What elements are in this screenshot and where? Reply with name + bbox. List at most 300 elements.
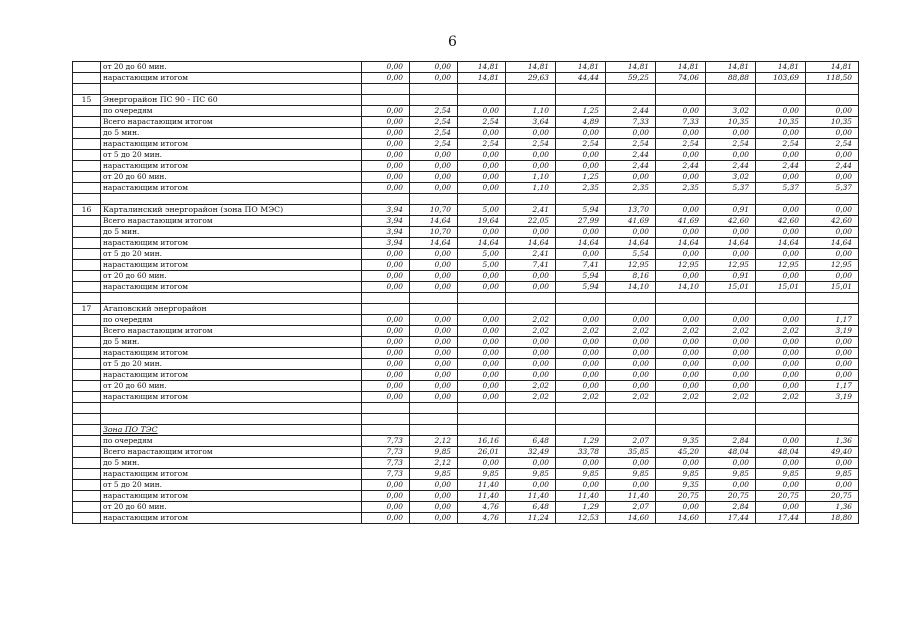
value-cell: 14,10 [606,282,656,293]
value-cell: 17,44 [706,513,756,524]
value-cell: 0,00 [410,491,458,502]
table-row-section [73,205,859,216]
value-cell [410,304,458,315]
row-label-cell [101,194,362,205]
value-cell [458,304,506,315]
value-cell: 14,81 [506,62,556,73]
row-number-cell [73,150,101,161]
value-cell: 2,02 [606,392,656,403]
value-cell: 1,36 [806,502,859,513]
value-cell: 0,00 [458,458,506,469]
value-cell [656,293,706,304]
value-cell: 5,37 [806,183,859,194]
value-cell: 12,53 [556,513,606,524]
row-number-cell [73,458,101,469]
value-cell: 1,17 [806,381,859,392]
value-cell [458,403,506,414]
value-cell: 5,00 [458,260,506,271]
value-cell: 0,00 [362,73,410,84]
value-cell: 7,41 [556,260,606,271]
value-cell: 2,02 [556,392,606,403]
value-cell: 2,02 [756,392,806,403]
value-cell: 0,00 [806,359,859,370]
value-cell: 14,64 [656,238,706,249]
value-cell [756,403,806,414]
value-cell: 0,00 [606,359,656,370]
value-cell: 0,00 [410,348,458,359]
table-row-blank [73,414,859,425]
value-cell: 18,80 [806,513,859,524]
row-label-cell: нарастающим итогом [101,370,362,381]
value-cell: 14,60 [606,513,656,524]
value-cell: 3,64 [506,117,556,128]
value-cell [506,194,556,205]
table-row [73,337,859,348]
value-cell: 0,00 [362,260,410,271]
value-cell: 0,00 [556,370,606,381]
value-cell: 0,00 [362,271,410,282]
table-row [73,513,859,524]
value-cell: 0,00 [362,337,410,348]
row-number-cell [73,62,101,73]
value-cell: 11,40 [458,491,506,502]
value-cell: 14,64 [410,238,458,249]
value-cell: 8,16 [606,271,656,282]
value-cell [606,95,656,106]
row-label-cell: от 20 до 60 мин. [101,271,362,282]
value-cell: 0,00 [410,392,458,403]
value-cell: 0,00 [756,480,806,491]
table-row [73,491,859,502]
value-cell: 0,00 [362,62,410,73]
row-number-cell [73,392,101,403]
value-cell: 14,64 [410,216,458,227]
value-cell: 14,64 [706,238,756,249]
row-label-cell: до 5 мин. [101,227,362,238]
value-cell: 0,00 [362,139,410,150]
row-number-cell [73,183,101,194]
value-cell: 0,00 [556,381,606,392]
value-cell: 41,69 [656,216,706,227]
value-cell: 2,44 [606,106,656,117]
row-label-cell: Всего нарастающим итогом [101,117,362,128]
row-label-cell: от 5 до 20 мин. [101,480,362,491]
value-cell: 0,00 [656,458,706,469]
value-cell [806,425,859,436]
value-cell: 0,00 [656,205,706,216]
value-cell: 48,04 [706,447,756,458]
value-cell: 0,00 [656,271,706,282]
value-cell: 0,00 [362,480,410,491]
value-cell: 10,70 [410,205,458,216]
table-row-blank [73,194,859,205]
value-cell: 2,44 [606,150,656,161]
value-cell: 5,37 [706,183,756,194]
value-cell: 0,00 [756,271,806,282]
value-cell: 15,01 [756,282,806,293]
value-cell: 0,00 [656,348,706,359]
value-cell: 2,02 [506,326,556,337]
value-cell [756,293,806,304]
value-cell: 2,41 [506,205,556,216]
value-cell: 0,00 [506,480,556,491]
value-cell [362,95,410,106]
table-row [73,348,859,359]
value-cell: 0,00 [458,370,506,381]
row-number-cell [73,249,101,260]
value-cell: 0,00 [458,172,506,183]
value-cell: 0,00 [362,326,410,337]
value-cell: 7,33 [656,117,706,128]
value-cell: 118,50 [806,73,859,84]
row-label-cell: Зона ПО ТЭС [101,425,362,436]
value-cell: 0,00 [656,337,706,348]
value-cell: 7,73 [362,447,410,458]
value-cell [706,84,756,95]
value-cell: 0,00 [362,348,410,359]
table-row [73,128,859,139]
value-cell: 59,25 [606,73,656,84]
value-cell: 2,54 [458,117,506,128]
value-cell: 0,00 [410,370,458,381]
value-cell: 3,94 [362,205,410,216]
value-cell: 0,00 [410,381,458,392]
value-cell: 0,00 [706,359,756,370]
value-cell: 0,00 [410,326,458,337]
value-cell [606,293,656,304]
value-cell: 9,85 [410,469,458,480]
value-cell: 2,54 [410,128,458,139]
table-row [73,73,859,84]
value-cell: 5,94 [556,205,606,216]
row-number-cell [73,348,101,359]
value-cell [606,414,656,425]
value-cell [556,414,606,425]
value-cell [756,304,806,315]
value-cell: 0,00 [806,271,859,282]
row-number-cell [73,513,101,524]
value-cell: 0,00 [706,128,756,139]
table-row [73,62,859,73]
value-cell: 0,00 [706,249,756,260]
table-row-blank [73,84,859,95]
table-row-blank [73,293,859,304]
value-cell: 3,19 [806,326,859,337]
row-number-cell [73,436,101,447]
value-cell: 0,00 [756,348,806,359]
value-cell: 0,00 [756,227,806,238]
value-cell: 7,73 [362,436,410,447]
row-number-cell [73,139,101,150]
value-cell: 0,00 [556,161,606,172]
row-label-cell: нарастающим итогом [101,348,362,359]
value-cell [806,414,859,425]
value-cell: 9,85 [506,469,556,480]
value-cell: 2,02 [756,326,806,337]
value-cell: 0,00 [756,150,806,161]
row-number-cell [73,282,101,293]
value-cell: 0,00 [506,271,556,282]
row-label-cell: нарастающим итогом [101,260,362,271]
value-cell [362,304,410,315]
value-cell: 0,00 [362,128,410,139]
value-cell: 2,54 [556,139,606,150]
value-cell: 9,35 [656,480,706,491]
value-cell [706,414,756,425]
value-cell [410,403,458,414]
value-cell [606,194,656,205]
value-cell [706,403,756,414]
value-cell: 5,00 [458,205,506,216]
value-cell: 0,00 [806,370,859,381]
page-number: 6 [448,34,457,50]
value-cell: 2,02 [506,381,556,392]
value-cell: 14,81 [458,62,506,73]
value-cell [706,425,756,436]
row-label-cell: Всего нарастающим итогом [101,447,362,458]
value-cell: 20,75 [806,491,859,502]
table-row [73,381,859,392]
value-cell: 0,00 [556,458,606,469]
value-cell: 0,00 [806,227,859,238]
value-cell: 0,00 [556,315,606,326]
value-cell: 14,81 [458,73,506,84]
value-cell [362,403,410,414]
value-cell: 16,16 [458,436,506,447]
value-cell [506,425,556,436]
value-cell: 27,99 [556,216,606,227]
value-cell: 1,25 [556,106,606,117]
value-cell: 0,00 [362,161,410,172]
value-cell: 0,00 [556,150,606,161]
row-number-cell [73,172,101,183]
value-cell: 0,00 [656,315,706,326]
value-cell [706,194,756,205]
value-cell [556,403,606,414]
value-cell: 0,00 [656,227,706,238]
value-cell: 0,00 [458,227,506,238]
row-label-cell: нарастающим итогом [101,139,362,150]
row-label-cell: до 5 мин. [101,337,362,348]
value-cell: 0,00 [506,128,556,139]
row-number-cell [73,480,101,491]
value-cell: 0,00 [506,359,556,370]
value-cell: 0,00 [506,458,556,469]
value-cell: 0,00 [556,227,606,238]
value-cell: 14,60 [656,513,706,524]
value-cell: 1,29 [556,502,606,513]
value-cell: 0,00 [606,348,656,359]
row-label-cell: нарастающим итогом [101,513,362,524]
value-cell: 74,06 [656,73,706,84]
value-cell: 0,00 [458,348,506,359]
row-number-cell [73,370,101,381]
row-number-cell [73,491,101,502]
value-cell: 49,40 [806,447,859,458]
value-cell: 0,00 [410,183,458,194]
table-row [73,392,859,403]
value-cell: 0,00 [410,480,458,491]
value-cell: 0,00 [362,392,410,403]
value-cell: 0,00 [556,337,606,348]
value-cell: 0,00 [706,480,756,491]
value-cell: 0,00 [656,172,706,183]
row-number-cell [73,326,101,337]
value-cell: 9,85 [756,469,806,480]
value-cell: 0,00 [458,128,506,139]
value-cell: 0,00 [458,381,506,392]
value-cell: 7,41 [506,260,556,271]
value-cell: 9,85 [556,469,606,480]
value-cell [706,95,756,106]
table-row [73,271,859,282]
value-cell: 2,54 [410,106,458,117]
table-row [73,172,859,183]
value-cell: 0,00 [556,480,606,491]
value-cell: 0,00 [706,370,756,381]
value-cell: 9,85 [606,469,656,480]
value-cell: 2,84 [706,436,756,447]
row-label-cell: по очередям [101,315,362,326]
value-cell [706,304,756,315]
value-cell: 0,00 [656,502,706,513]
table-row [73,227,859,238]
value-cell: 14,81 [706,62,756,73]
value-cell [506,84,556,95]
value-cell [656,84,706,95]
value-cell [410,425,458,436]
table-row [73,359,859,370]
value-cell [458,414,506,425]
value-cell [362,425,410,436]
value-cell: 0,00 [410,337,458,348]
value-cell: 0,00 [410,150,458,161]
row-number-cell [73,194,101,205]
value-cell: 0,00 [410,260,458,271]
value-cell: 33,78 [556,447,606,458]
value-cell [410,95,458,106]
value-cell: 1,25 [556,172,606,183]
value-cell: 0,00 [410,62,458,73]
value-cell: 3,19 [806,392,859,403]
value-cell: 0,00 [506,227,556,238]
value-cell: 2,41 [506,249,556,260]
value-cell: 0,00 [458,315,506,326]
row-label-cell: нарастающим итогом [101,73,362,84]
row-label-cell: нарастающим итогом [101,491,362,502]
value-cell [506,95,556,106]
value-cell: 0,00 [410,315,458,326]
value-cell: 0,00 [458,337,506,348]
row-label-cell: до 5 мин. [101,458,362,469]
row-label-cell: нарастающим итогом [101,392,362,403]
value-cell: 11,40 [506,491,556,502]
value-cell: 0,00 [458,282,506,293]
value-cell: 0,00 [506,348,556,359]
row-number-cell [73,337,101,348]
value-cell [606,425,656,436]
value-cell: 0,00 [656,128,706,139]
value-cell: 2,02 [506,392,556,403]
row-number-cell [73,260,101,271]
value-cell: 42,60 [756,216,806,227]
value-cell [362,84,410,95]
value-cell: 0,00 [410,73,458,84]
load-shedding-table [72,61,859,524]
value-cell: 2,02 [606,326,656,337]
value-cell: 7,73 [362,458,410,469]
value-cell: 0,00 [706,337,756,348]
value-cell: 0,00 [756,359,806,370]
table-row [73,436,859,447]
value-cell: 0,00 [362,106,410,117]
value-cell: 0,00 [606,315,656,326]
row-number-cell [73,293,101,304]
value-cell: 9,85 [458,469,506,480]
row-number-cell [73,227,101,238]
value-cell: 0,00 [506,282,556,293]
value-cell: 2,35 [556,183,606,194]
value-cell: 0,00 [362,502,410,513]
row-number-cell [73,106,101,117]
value-cell: 6,48 [506,502,556,513]
value-cell: 42,60 [806,216,859,227]
value-cell [556,194,606,205]
table-row [73,249,859,260]
value-cell: 0,00 [458,271,506,282]
row-label-cell [101,414,362,425]
value-cell: 0,00 [606,480,656,491]
value-cell [556,293,606,304]
value-cell: 44,44 [556,73,606,84]
value-cell: 35,85 [606,447,656,458]
value-cell: 20,75 [756,491,806,502]
table-row [73,216,859,227]
row-number-cell [73,84,101,95]
value-cell: 2,54 [410,139,458,150]
row-number-cell [73,425,101,436]
value-cell: 15,01 [806,282,859,293]
value-cell: 2,02 [556,326,606,337]
value-cell: 2,54 [410,117,458,128]
table-row [73,447,859,458]
value-cell [410,293,458,304]
value-cell: 2,54 [706,139,756,150]
value-cell: 0,00 [362,513,410,524]
value-cell: 2,54 [656,139,706,150]
value-cell: 0,00 [362,491,410,502]
value-cell [410,84,458,95]
value-cell: 7,33 [606,117,656,128]
value-cell: 9,85 [706,469,756,480]
value-cell: 0,00 [756,337,806,348]
value-cell: 48,04 [756,447,806,458]
row-number-cell [73,238,101,249]
value-cell [756,84,806,95]
value-cell: 41,69 [606,216,656,227]
row-label-cell: по очередям [101,106,362,117]
value-cell: 20,75 [656,491,706,502]
table-row [73,315,859,326]
value-cell [756,425,806,436]
table-row-section [73,95,859,106]
value-cell: 0,00 [606,458,656,469]
value-cell: 0,00 [410,513,458,524]
value-cell: 10,70 [410,227,458,238]
value-cell: 14,81 [556,62,606,73]
value-cell: 42,60 [706,216,756,227]
value-cell: 1,10 [506,172,556,183]
